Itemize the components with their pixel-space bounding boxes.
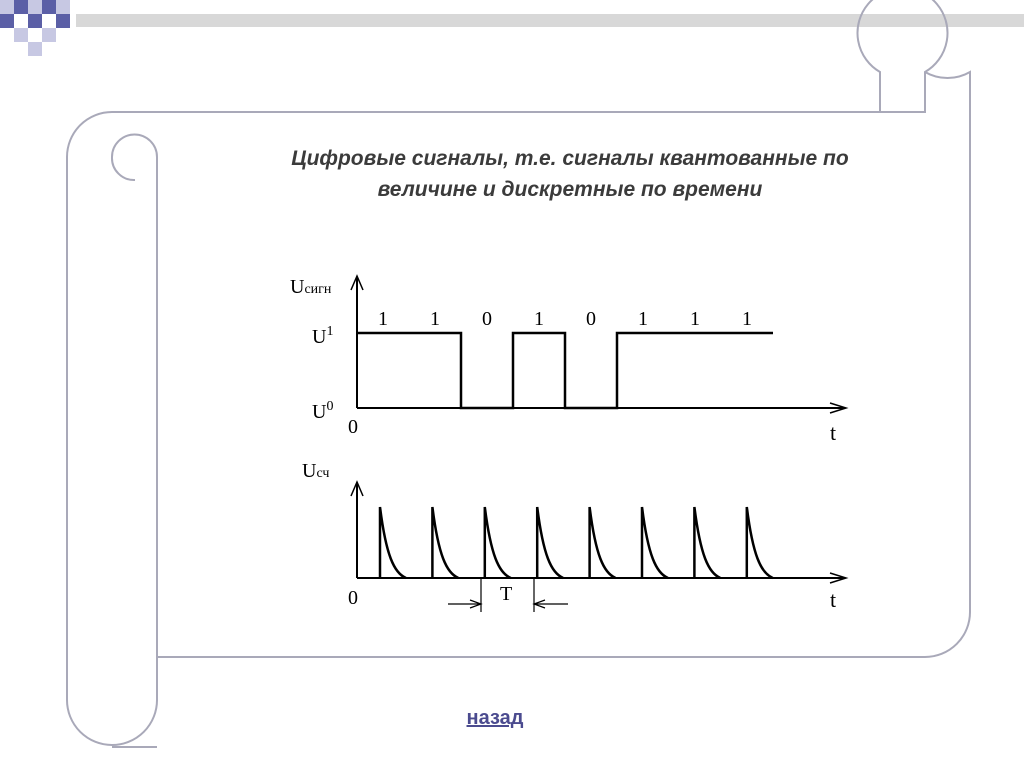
level-high-label: $U^1$ bbox=[312, 324, 334, 348]
digital-x-label: t bbox=[830, 420, 837, 445]
bit-label: 0 bbox=[482, 308, 492, 330]
clock-pulse bbox=[537, 507, 563, 578]
period-label: T bbox=[500, 583, 513, 605]
digital-origin-label: 0 bbox=[348, 416, 358, 438]
bit-label: 1 bbox=[742, 308, 752, 330]
clock-pulse bbox=[485, 507, 511, 578]
corner-decoration bbox=[0, 0, 1024, 56]
title-line-2: величине и дискретные по времени bbox=[377, 178, 763, 201]
bit-label: 1 bbox=[690, 308, 700, 330]
title-line-1: Цифровые сигналы, т.е. сигналы квантованные по bbox=[291, 147, 849, 170]
clock-y-label: Uсч bbox=[302, 460, 330, 482]
clock-pulse bbox=[694, 507, 720, 578]
bit-label: 1 bbox=[378, 308, 388, 330]
clock-pulse bbox=[432, 507, 458, 578]
scroll-frame bbox=[67, 0, 970, 747]
bit-label: 1 bbox=[638, 308, 648, 330]
digital-y-label: Uсигн bbox=[290, 276, 332, 298]
clock-pulse bbox=[747, 507, 773, 578]
clock-x-label: t bbox=[830, 587, 837, 612]
clock-pulse bbox=[590, 507, 616, 578]
digital-waveform bbox=[357, 333, 773, 408]
slide-title bbox=[200, 143, 940, 205]
bit-label: 1 bbox=[430, 308, 440, 330]
clock-pulse bbox=[642, 507, 668, 578]
level-low-label: $U^0$ bbox=[312, 399, 334, 423]
back-link[interactable]: назад bbox=[466, 707, 524, 729]
digital-signal-plot bbox=[290, 276, 846, 445]
clock-pulse-plot bbox=[302, 460, 846, 612]
clock-pulse bbox=[380, 507, 406, 578]
bit-label: 0 bbox=[586, 308, 596, 330]
bit-label: 1 bbox=[534, 308, 544, 330]
clock-origin-label: 0 bbox=[348, 587, 358, 609]
